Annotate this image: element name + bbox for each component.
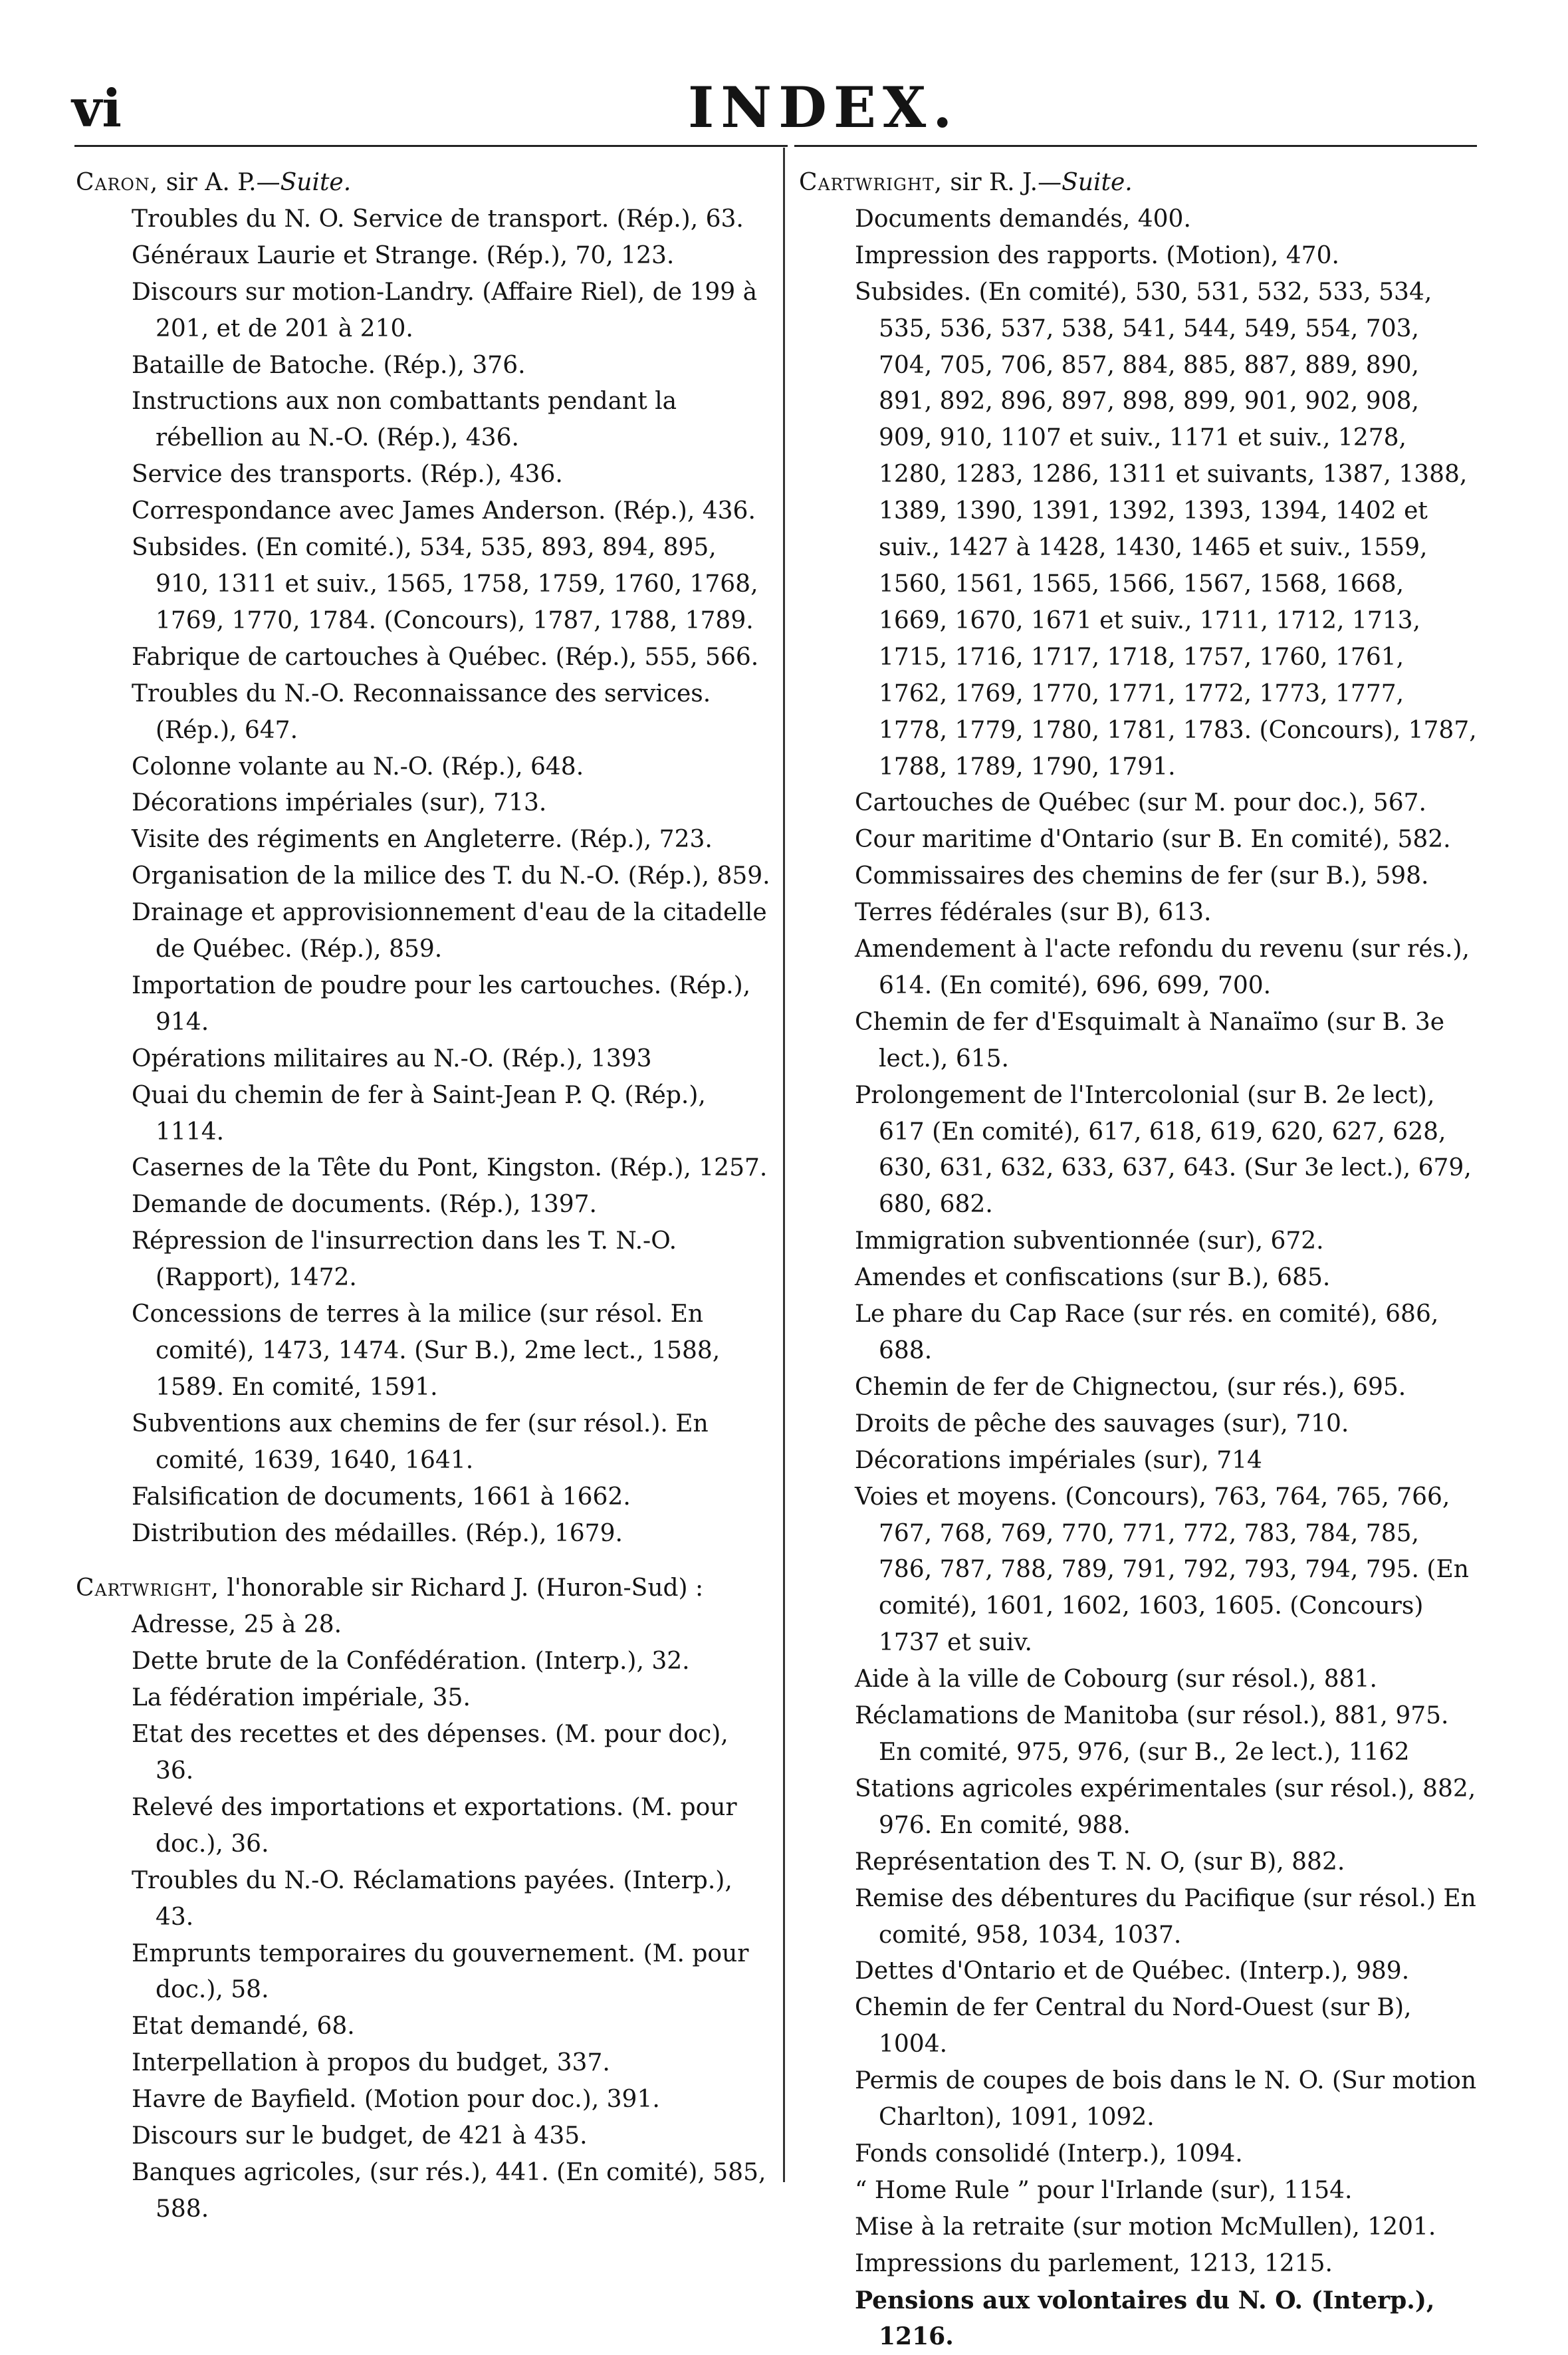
heading-detail: l'honorable sir Richard J. (Huron-Sud) : <box>219 1574 704 1602</box>
section-gap <box>72 1552 773 1570</box>
index-entry: Subsides. (En comité), 530, 531, 532, 533, 534, 535, 536, 537, 538, 541, 544, 549, 554, 703, 704, 705, 706, 857, 884, 885, 887, 889, 890, 891, 892, 896, 897, 898, 899, 901, 902, 908, 909, 910, 1107 et suiv., 1171 et suiv., 1278, 1280, 1283, 1286, 1311 et suivants, 1387, 1388, 1389, 1390, 1391, 1392, 1393, 1394, 1402 et suiv., 1427 à 1428, 1430, 1465 et suiv., 1559, 1560, 1561, 1565, 1566, 1567, 1568, 1668, 1669, 1670, 1671 et suiv., 1711, 1712, 1713, 1715, 1716, 1717, 1718, 1757, 1760, 1761, 1762, 1769, 1770, 1771, 1772, 1773, 1777, 1778, 1779, 1780, 1781, 1783. (Concours), 1787, 1788, 1789, 1790, 1791. <box>855 278 1477 781</box>
heading-continuation: Suite. <box>280 169 352 196</box>
index-entry: Immigration subventionnée (sur), 672. <box>855 1227 1324 1255</box>
index-entry: Visite des régiments en Angleterre. (Rép.), 723. <box>132 826 713 854</box>
index-entry: Banques agricoles, (sur rés.), 441. (En comité), 585, 588. <box>132 2158 766 2223</box>
index-entry: Opérations militaires au N.-O. (Rép.), 1393 <box>132 1045 652 1072</box>
index-entry: Subventions aux chemins de fer (sur résol.). En comité, 1639, 1640, 1641. <box>132 1410 709 1474</box>
index-entry: Drainage et approvisionnement d'eau de la citadelle de Québec. (Rép.), 859. <box>132 899 767 963</box>
heading-name: Cartwright, <box>76 1574 219 1602</box>
index-entry: Impression des rapports. (Motion), 470. <box>855 241 1339 269</box>
index-entry: La fédération impériale, 35. <box>132 1684 471 1712</box>
index-entry: Casernes de la Tête du Pont, Kingston. (Rép.), 1257. <box>132 1154 768 1182</box>
index-main-heading <box>72 1570 773 1607</box>
index-entry: Etat des recettes et des dépenses. (M. pour doc), 36. <box>132 1721 728 1785</box>
index-entry: Impressions du parlement, 1213, 1215. <box>855 2249 1333 2277</box>
index-entry: Fabrique de cartouches à Québec. (Rép.), 555, 566. <box>132 643 759 671</box>
header-rule-right <box>794 145 1477 147</box>
index-entry: Cour maritime d'Ontario (sur B. En comité), 582. <box>855 826 1451 854</box>
index-entry: Troubles du N.-O. Réclamations payées. (Interp.), 43. <box>132 1866 732 1931</box>
index-entry: Adresse, 25 à 28. <box>132 1611 342 1639</box>
index-entry: Chemin de fer d'Esquimalt à Nanaïmo (sur B. 3e lect.), 615. <box>855 1008 1445 1072</box>
index-entry: Troubles du N. O. Service de transport. (Rép.), 63. <box>132 205 744 233</box>
header-rule-left <box>74 145 788 147</box>
index-entry: Voies et moyens. (Concours), 763, 764, 765, 766, 767, 768, 769, 770, 771, 772, 783, 784, 785, 786, 787, 788, 789, 791, 792, 793, 794, 795. (En comité), 1601, 1602, 1603, 1605. (Concours) 1737 et suiv. <box>855 1483 1469 1657</box>
index-main-heading <box>795 165 1480 201</box>
index-entry: Aide à la ville de Cobourg (sur résol.), 881. <box>855 1666 1377 1693</box>
index-entry: Dette brute de la Confédération. (Interp.), 32. <box>132 1648 690 1675</box>
index-entry: Chemin de fer de Chignectou, (sur rés.), 695. <box>855 1373 1406 1401</box>
heading-continuation: Suite. <box>1062 169 1133 196</box>
index-entry: Amendes et confiscations (sur B.), 685. <box>855 1264 1331 1292</box>
index-entry: Chemin de fer Central du Nord-Ouest (sur B), 1004. <box>855 1994 1412 2058</box>
index-entry: Service des transports. (Rép.), 436. <box>132 461 563 489</box>
index-entry: Le phare du Cap Race (sur rés. en comité), 686, 688. <box>855 1301 1439 1364</box>
index-main-heading <box>72 165 773 201</box>
heading-name: Cartwright, <box>799 169 943 196</box>
index-entry: Importation de poudre pour les cartouches. (Rép.), 914. <box>132 971 751 1036</box>
index-entry: Bataille de Batoche. (Rép.), 376. <box>132 351 526 379</box>
page-title: INDEX. <box>688 74 959 140</box>
left-column <box>72 165 773 2228</box>
page-number: vi <box>72 78 122 139</box>
index-entry: Permis de coupes de bois dans le N. O. (Sur motion Charlton), 1091, 1092. <box>855 2067 1477 2132</box>
column-divider <box>783 148 785 2182</box>
index-entry: Prolongement de l'Intercolonial (sur B. 2e lect), 617 (En comité), 617, 618, 619, 620, 627, 628, 630, 631, 632, 633, 637, 643. (Sur 3e lect.), 679, 680, 682. <box>855 1081 1472 1219</box>
index-entry: Répression de l'insurrection dans les T. N.-O. (Rapport), 1472. <box>132 1227 677 1292</box>
index-entry: Décorations impériales (sur), 713. <box>132 789 547 817</box>
index-entry: Correspondance avec James Anderson. (Rép.), 436. <box>132 497 756 525</box>
heading-detail: sir A. P.— <box>158 169 280 196</box>
index-entry: Falsification de documents, 1661 à 1662. <box>132 1483 631 1511</box>
index-entry: Amendement à l'acte refondu du revenu (sur rés.), 614. (En comité), 696, 699, 700. <box>855 935 1470 999</box>
heading-detail: sir R. J.— <box>942 169 1062 196</box>
index-entry: Distribution des médailles. (Rép.), 1679. <box>132 1519 623 1547</box>
right-column <box>795 165 1480 2355</box>
index-entry: Droits de pêche des sauvages (sur), 710. <box>855 1410 1349 1437</box>
index-entry: Stations agricoles expérimentales (sur résol.), 882, 976. En comité, 988. <box>855 1775 1476 1839</box>
index-entry: Cartouches de Québec (sur M. pour doc.), 567. <box>855 789 1426 817</box>
index-entry: Généraux Laurie et Strange. (Rép.), 70, 123. <box>132 241 675 269</box>
index-entry: Etat demandé, 68. <box>132 2013 355 2041</box>
index-entry: Dettes d'Ontario et de Québec. (Interp.), 989. <box>855 1957 1410 1985</box>
index-entry: Interpellation à propos du budget, 337. <box>132 2049 610 2077</box>
index-entry: Commissaires des chemins de fer (sur B.), 598. <box>855 862 1429 890</box>
index-entry: Discours sur motion-Landry. (Affaire Riel), de 199 à 201, et de 201 à 210. <box>132 278 758 342</box>
index-entry: Représentation des T. N. O, (sur B), 882. <box>855 1848 1345 1876</box>
index-entry: Instructions aux non combattants pendant la rébellion au N.-O. (Rép.), 436. <box>132 388 677 452</box>
index-entry: Fonds consolidé (Interp.), 1094. <box>855 2140 1243 2168</box>
index-entry: Réclamations de Manitoba (sur résol.), 881, 975. En comité, 975, 976, (sur B., 2e lect.), 1162 <box>855 1702 1449 1766</box>
index-entry: Colonne volante au N.-O. (Rép.), 648. <box>132 753 584 781</box>
index-entry: Concessions de terres à la milice (sur résol. En comité), 1473, 1474. (Sur B.), 2me lect., 1588, 1589. En comité, 1591. <box>132 1301 721 1401</box>
index-entry: “ Home Rule ” pour l'Irlande (sur), 1154. <box>855 2176 1353 2204</box>
index-entry: Demande de documents. (Rép.), 1397. <box>132 1191 597 1219</box>
index-entry: Pensions aux volontaires du N. O. (Interp.), 1216. <box>855 2286 1435 2351</box>
index-entry: Troubles du N.-O. Reconnaissance des services. (Rép.), 647. <box>132 680 711 744</box>
index-entry: Havre de Bayfield. (Motion pour doc.), 391. <box>132 2086 660 2114</box>
index-entry: Décorations impériales (sur), 714 <box>855 1446 1262 1474</box>
index-entry: Discours sur le budget, de 421 à 435. <box>132 2122 588 2150</box>
index-entry: Documents demandés, 400. <box>855 205 1191 233</box>
index-entry: Subsides. (En comité.), 534, 535, 893, 894, 895, 910, 1311 et suiv., 1565, 1758, 1759, 1760, 1768, 1769, 1770, 1784. (Concours), 1787, 1788, 1789. <box>132 534 758 634</box>
index-entry: Emprunts temporaires du gouvernement. (M. pour doc.), 58. <box>132 1939 749 2004</box>
heading-name: Caron, <box>76 169 159 196</box>
index-entry: Quai du chemin de fer à Saint-Jean P. Q. (Rép.), 1114. <box>132 1081 706 1146</box>
index-entry: Remise des débentures du Pacifique (sur résol.) En comité, 958, 1034, 1037. <box>855 1884 1476 1949</box>
index-entry: Mise à la retraite (sur motion McMullen), 1201. <box>855 2213 1436 2241</box>
index-entry: Relevé des importations et exportations. (M. pour doc.), 36. <box>132 1793 737 1858</box>
index-entry: Terres fédérales (sur B), 613. <box>855 899 1212 927</box>
index-entry: Organisation de la milice des T. du N.-O. (Rép.), 859. <box>132 862 770 890</box>
